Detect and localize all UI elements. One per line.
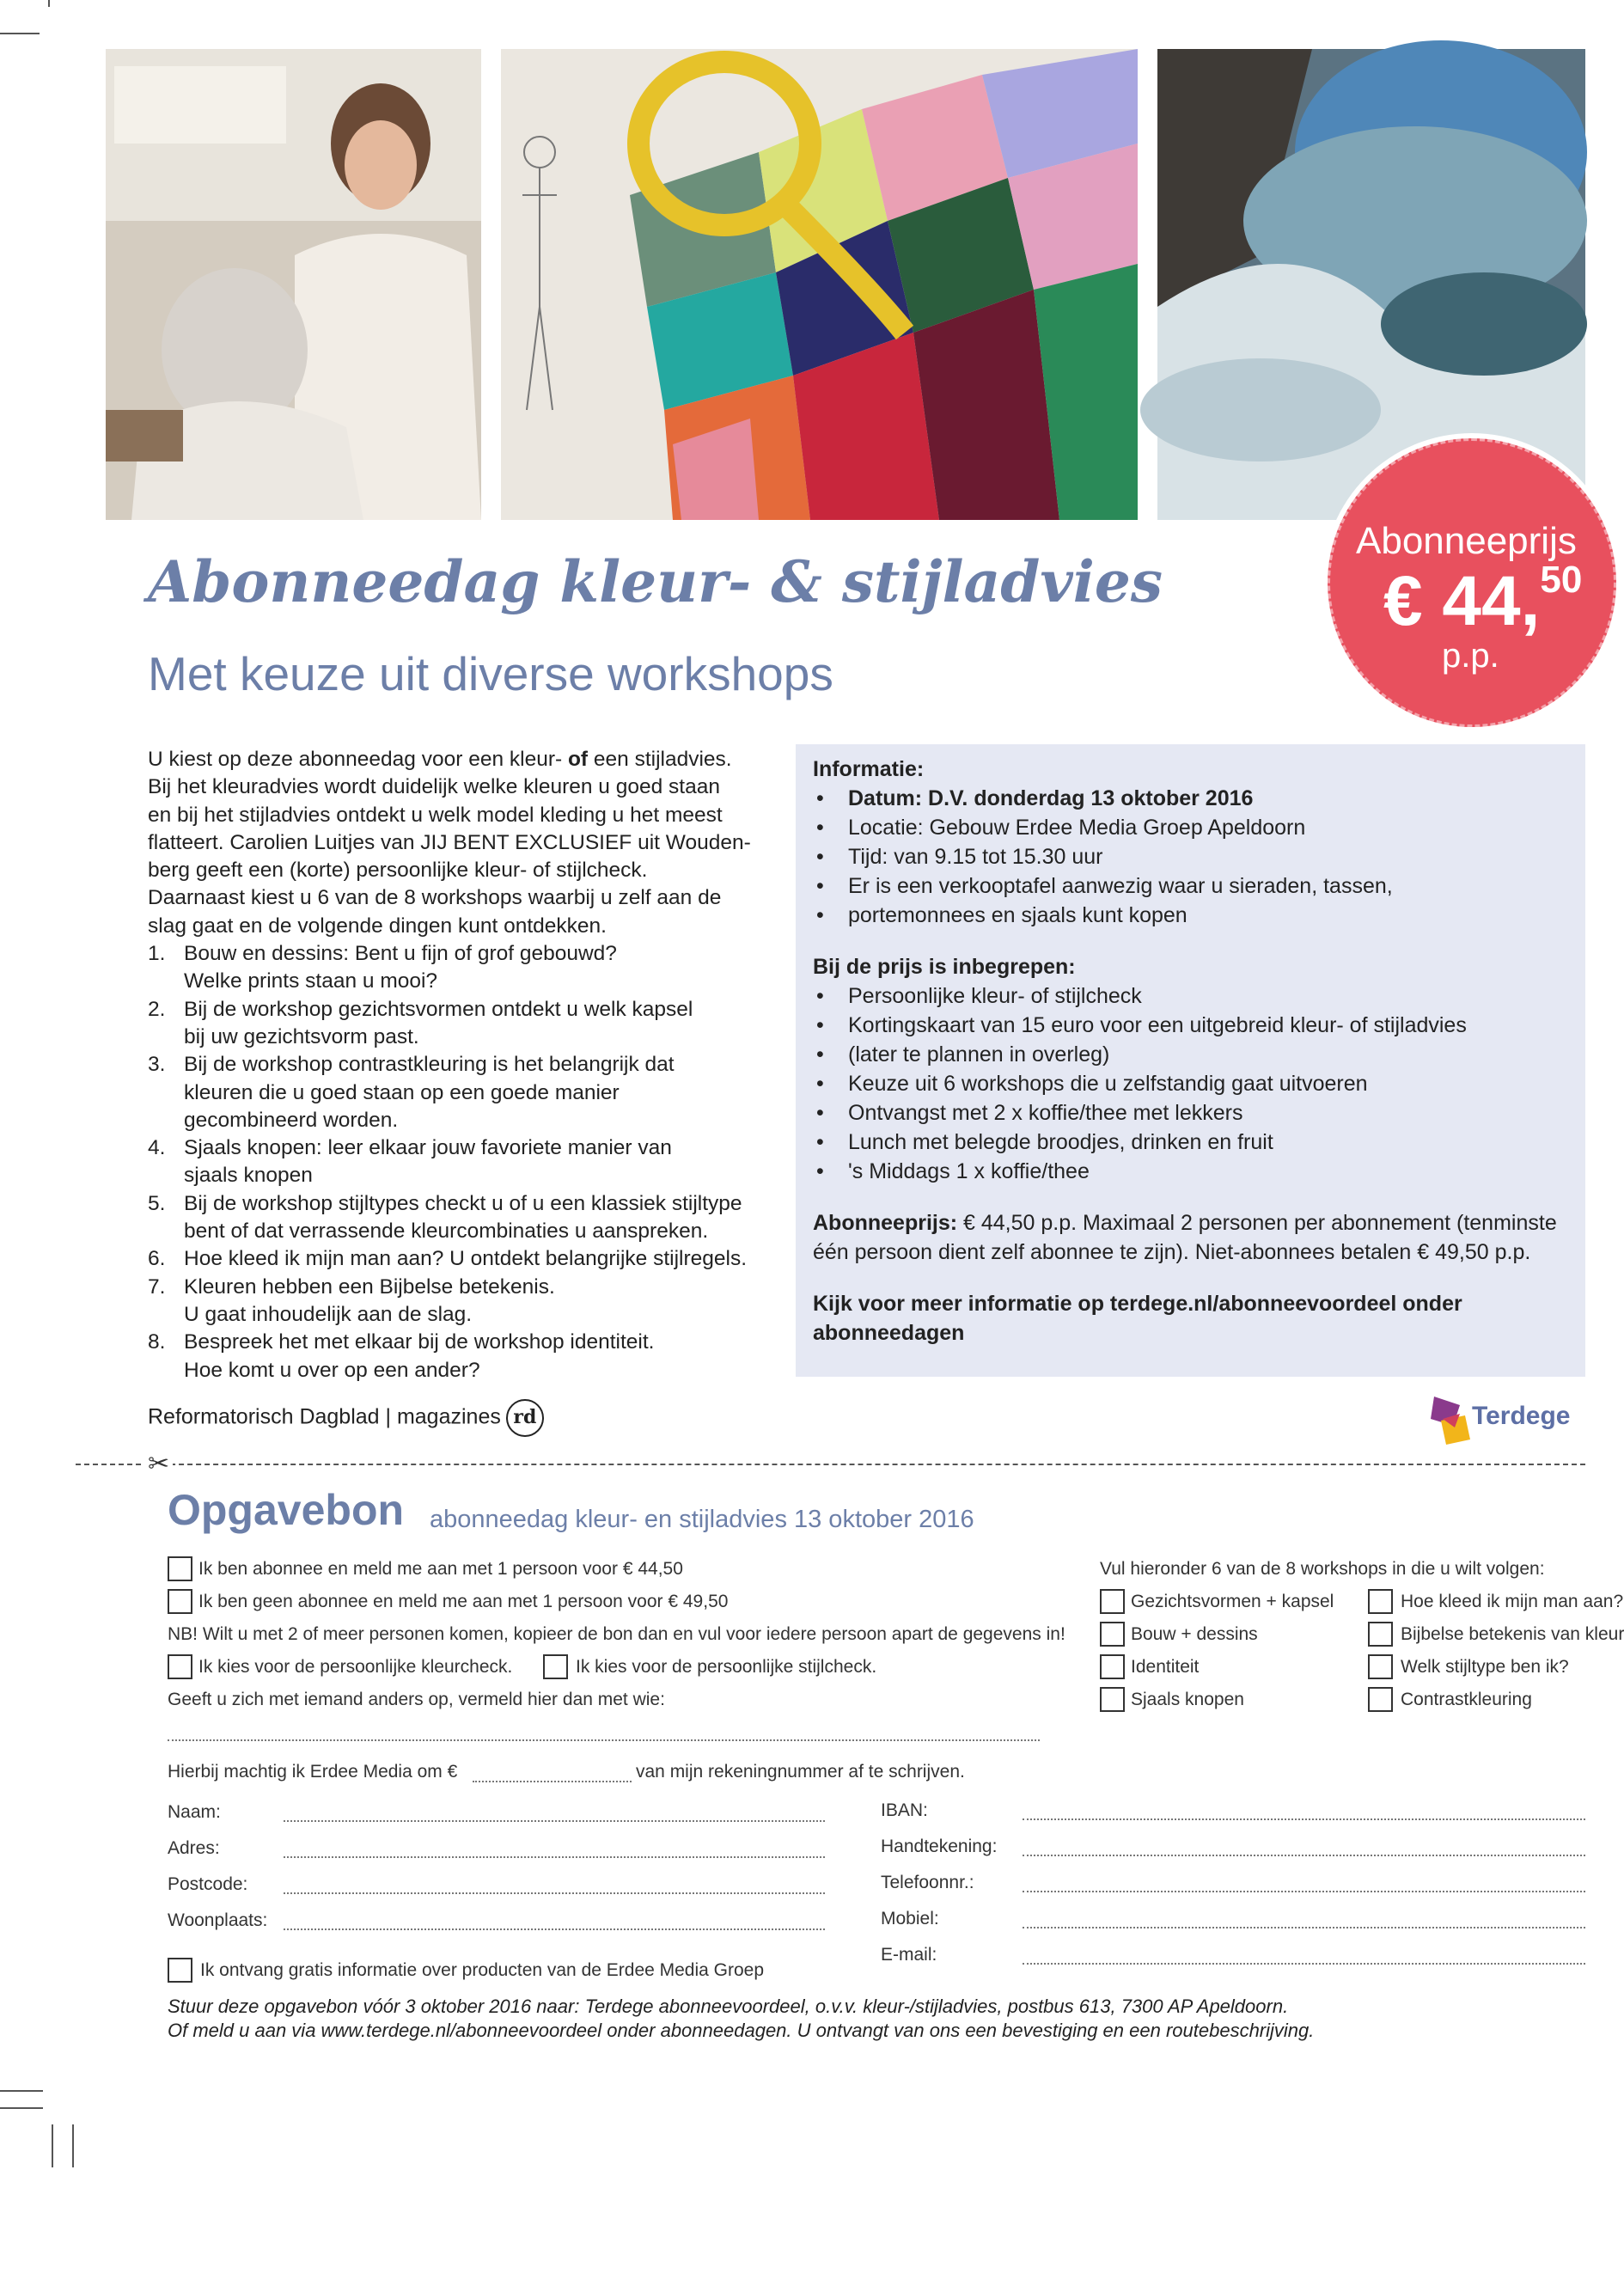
list-item: 4. Sjaals knopen: leer elkaar jouw favoriete manier van sjaals knopen xyxy=(148,1136,672,1188)
list-item: 2. Bij de workshop gezichtsvormen ontdekt u welk kapsel bij uw gezichtsvorm past. xyxy=(148,997,693,1048)
non-abonnee-label: Ik ben geen abonnee en meld me aan met 1 persoon voor € 49,50 xyxy=(198,1592,729,1611)
address-field[interactable] xyxy=(284,1856,825,1858)
form-subtitle: abonneedag kleur- en stijladvies 13 oktober 2016 xyxy=(430,1506,974,1533)
optin-label: Ik ontvang gratis informatie over producten van de Erdee Media Groep xyxy=(200,1960,765,1980)
workshops-heading: Vul hieronder 6 van de 8 workshops in die u wilt volgen: xyxy=(1100,1559,1545,1579)
workshop-photo xyxy=(106,49,481,520)
partner-field[interactable] xyxy=(168,1739,1040,1741)
signature-field[interactable] xyxy=(1023,1855,1585,1856)
info-item: • Tijd: van 9.15 tot 15.30 uur xyxy=(813,842,1582,871)
non-abonnee-checkbox[interactable] xyxy=(168,1589,192,1614)
intro-line: Daarnaast kiest u 6 van de 8 workshops waarbij u zelf aan de xyxy=(148,886,722,910)
workshop-checkbox[interactable] xyxy=(1100,1622,1125,1647)
field-label: Woonplaats: xyxy=(168,1910,268,1930)
page-title: Abonneedag kleur- & stijladvies xyxy=(148,548,1163,615)
info-item: • portemonnees en sjaals kunt kopen xyxy=(813,901,1582,930)
kleurcheck-checkbox[interactable] xyxy=(168,1654,192,1679)
form-title: Opgavebon xyxy=(168,1486,405,1534)
included-item: • Persoonlijke kleur- of stijlcheck xyxy=(813,981,1582,1011)
stijlcheck-checkbox[interactable] xyxy=(543,1654,568,1679)
workshop-label: Bouw + dessins xyxy=(1131,1624,1258,1644)
included-list xyxy=(813,981,1582,1186)
info-box xyxy=(796,744,1585,1377)
name-field[interactable] xyxy=(284,1820,825,1822)
workshop-checkbox[interactable] xyxy=(1368,1654,1393,1679)
mobile-field[interactable] xyxy=(1023,1927,1585,1928)
workshop-checkbox[interactable] xyxy=(1368,1687,1393,1712)
rd-mark: rd xyxy=(506,1399,544,1437)
workshop-label: Welk stijltype ben ik? xyxy=(1401,1657,1569,1677)
workshop-label: Contrastkleuring xyxy=(1401,1690,1532,1709)
optin-checkbox[interactable] xyxy=(168,1958,192,1983)
badge-price: € 44,50 xyxy=(1383,558,1583,640)
list-item: 6. Hoe kleed ik mijn man aan? U ontdekt belangrijke stijlregels. xyxy=(148,1247,748,1271)
intro-line: Bij het kleuradvies wordt duidelijk welke kleuren u goed staan xyxy=(148,775,720,799)
phone-field[interactable] xyxy=(1023,1891,1585,1892)
included-heading: Bij de prijs is inbegrepen: xyxy=(813,955,1076,979)
workshop-label: Sjaals knopen xyxy=(1131,1690,1244,1709)
field-label: Postcode: xyxy=(168,1874,248,1894)
list-item: 5. Bij de workshop stijltypes checkt u of u een klassiek stijltype bent of dat verrassende kleurcombinaties u aanspreken. xyxy=(148,1191,742,1244)
kleurcheck-label: Ik kies voor de persoonlijke kleurcheck. xyxy=(198,1657,513,1677)
included-item: • Lunch met belegde broodjes, drinken en fruit xyxy=(813,1128,1582,1157)
color-swatches-photo xyxy=(501,49,1138,520)
info-item: • Er is een verkooptafel aanwezig waar u sieraden, tassen, xyxy=(813,871,1582,901)
abonnee-checkbox[interactable] xyxy=(168,1556,192,1581)
workshop-label: Hoe kleed ik mijn man aan? xyxy=(1401,1592,1624,1611)
crop-mark xyxy=(0,2107,43,2109)
abonnee-label: Ik ben abonnee en meld me aan met 1 persoon voor € 44,50 xyxy=(198,1559,683,1579)
included-item: • 's Middags 1 x koffie/thee xyxy=(813,1157,1582,1186)
scissors-icon: ✂ xyxy=(144,1449,173,1479)
intro-line: en bij het stijladvies ontdekt u welk model kleding u het meest xyxy=(148,803,723,827)
amount-field[interactable] xyxy=(473,1781,632,1782)
more-info: Kijk voor meer informatie op terdege.nl/abonneevoordeel onder abonneedagen xyxy=(813,1292,1462,1345)
info-item: • Datum: D.V. donderdag 13 oktober 2016 xyxy=(813,784,1582,813)
workshop-checkbox[interactable] xyxy=(1100,1687,1125,1712)
workshop-checkbox[interactable] xyxy=(1100,1654,1125,1679)
field-label: Adres: xyxy=(168,1838,220,1858)
list-item: 1. Bouw en dessins: Bent u fijn of grof gebouwd? Welke prints staan u mooi? xyxy=(148,942,617,993)
terdege-logo xyxy=(1431,1397,1571,1449)
field-label: Handtekening: xyxy=(881,1837,998,1856)
crop-mark xyxy=(0,2090,43,2092)
info-heading: Informatie: xyxy=(813,757,925,781)
intro-line: slag gaat en de volgende dingen kunt ontdekken. xyxy=(148,914,607,938)
cut-line xyxy=(76,1464,1585,1465)
info-list xyxy=(813,784,1582,930)
postcode-field[interactable] xyxy=(284,1892,825,1894)
list-item: 3. Bij de workshop contrastkleuring is het belangrijk dat kleuren die u goed staan op een goede manier gecombineerd worden. xyxy=(148,1053,675,1132)
crop-mark xyxy=(48,0,50,7)
crop-mark xyxy=(52,2124,53,2167)
included-item: • Kortingskaart van 15 euro voor een uitgebreid kleur- of stijladvies xyxy=(813,1011,1582,1040)
intro-text xyxy=(148,746,788,1384)
field-label: IBAN: xyxy=(881,1800,928,1820)
workshop-list xyxy=(148,940,788,1384)
rd-logo: Reformatorisch Dagblad | magazines rd xyxy=(148,1399,544,1437)
page-subtitle: Met keuze uit diverse workshops xyxy=(148,647,833,700)
intro-line: U kiest op deze abonneedag voor een kleur- of een stijladvies. xyxy=(148,748,732,771)
machtiging-text-a: Hierbij machtig ik Erdee Media om € xyxy=(168,1762,458,1782)
workshop-label: Identiteit xyxy=(1131,1657,1200,1677)
included-item: • Keuze uit 6 workshops die u zelfstandig gaat uitvoeren xyxy=(813,1069,1582,1098)
crop-mark xyxy=(72,2124,74,2167)
workshop-label: Bijbelse betekenis van kleur xyxy=(1401,1624,1624,1644)
city-field[interactable] xyxy=(284,1928,825,1930)
nb-note: NB! Wilt u met 2 of meer personen komen, kopieer de bon dan en vul voor iedere persoon apart de gegevens in! xyxy=(168,1624,1065,1644)
field-label: Mobiel: xyxy=(881,1909,939,1928)
footer-line: Of meld u aan via www.terdege.nl/abonneevoordeel onder abonneedagen. U ontvangt van ons een bevestiging en een routebeschrijving. xyxy=(168,2020,1315,2041)
price-badge xyxy=(1328,438,1616,727)
iban-field[interactable] xyxy=(1023,1818,1585,1820)
partner-label: Geeft u zich met iemand anders op, vermeld hier dan met wie: xyxy=(168,1690,665,1709)
workshop-checkbox[interactable] xyxy=(1368,1589,1393,1614)
footer-line: Stuur deze opgavebon vóór 3 oktober 2016 naar: Terdege abonneevoordeel, o.v.v. kleur-/stijladvies, postbus 613, 7300 AP Apeldoorn. xyxy=(168,1996,1289,2017)
list-item: 7. Kleuren hebben een Bijbelse betekenis. U gaat inhoudelijk aan de slag. xyxy=(148,1274,555,1326)
terdege-logo-text: Terdege xyxy=(1472,1402,1571,1430)
stijlcheck-label: Ik kies voor de persoonlijke stijlcheck. xyxy=(576,1657,877,1677)
field-label: Naam: xyxy=(168,1802,221,1822)
email-field[interactable] xyxy=(1023,1963,1585,1965)
price-info: Abonneeprijs: € 44,50 p.p. Maximaal 2 personen per abonnement (tenminste één persoon dient zelf abonnee te zijn). Niet-abonnees betalen € 49,50 p.p. xyxy=(813,1211,1557,1264)
included-item: • Ontvangst met 2 x koffie/thee met lekkers xyxy=(813,1098,1582,1128)
workshop-checkbox[interactable] xyxy=(1368,1622,1393,1647)
workshop-label: Gezichtsvormen + kapsel xyxy=(1131,1592,1334,1611)
machtiging-text-b: van mijn rekeningnummer af te schrijven. xyxy=(636,1762,965,1782)
field-label: E-mail: xyxy=(881,1945,937,1965)
info-item: • Locatie: Gebouw Erdee Media Groep Apeldoorn xyxy=(813,813,1582,842)
intro-line: flatteert. Carolien Luitjes van JIJ BENT EXCLUSIEF uit Wouden- xyxy=(148,830,751,854)
included-item: • (later te plannen in overleg) xyxy=(813,1040,1582,1069)
crop-mark xyxy=(0,33,40,34)
field-label: Telefoonnr.: xyxy=(881,1873,974,1892)
badge-label: Abonneeprijs xyxy=(1356,520,1577,562)
intro-emphasis: of xyxy=(567,748,589,771)
workshop-checkbox[interactable] xyxy=(1100,1589,1125,1614)
badge-cents: 50 xyxy=(1540,558,1583,601)
badge-pp: p.p. xyxy=(1442,637,1499,675)
terdege-logo-icon xyxy=(1431,1397,1470,1445)
intro-line: berg geeft een (korte) persoonlijke kleur- of stijlcheck. xyxy=(148,859,648,883)
list-item: 8. Bespreek het met elkaar bij de workshop identiteit. Hoe komt u over op een ander? xyxy=(148,1330,655,1382)
